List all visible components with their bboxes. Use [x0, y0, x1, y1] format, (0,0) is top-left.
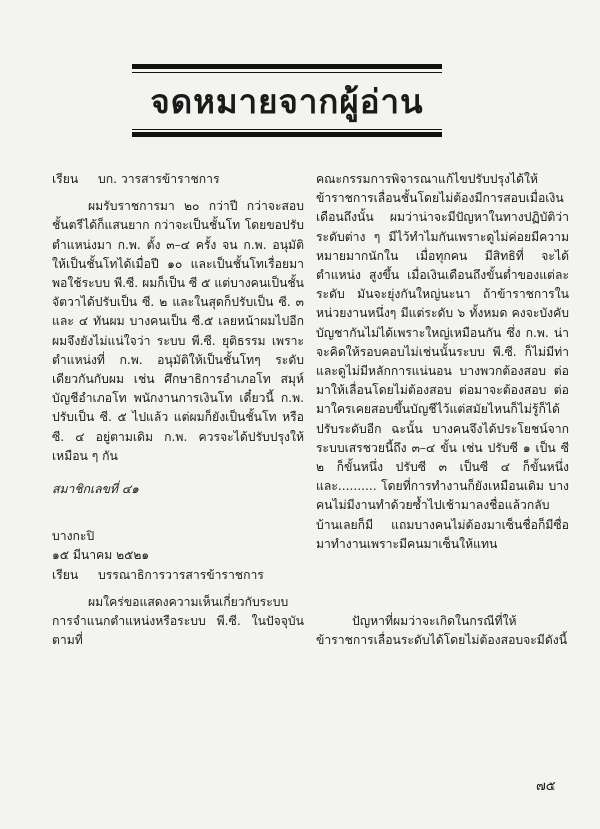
- salutation-recipient: บก. วารสารข้าราชการ: [98, 172, 220, 186]
- left-column: [52, 170, 304, 650]
- letter2-place: บางกะปิ: [52, 529, 95, 544]
- letter2-body-continued: คณะกรรมการพิจารณาแก้ไขปรับปรุงได้ให้ข้าราชการเลื่อนชั้นโดยไม่ต้องมีการสอบเมื่อเงินเดือนถึงนั้น ผมว่าน่าจะมีปัญหาในทางปฏิบัติว่าระดับต่าง ๆ มีไว้ทำไมกันเพราะดูไม่ค่อยมีความหมายมากนักใน เมื่อทุกคน มีสิทธิที่ จะได้ตำแหน่ง สูงขึ้น เมื่อเงินเดือนถึงขั้นต่ำของแต่ละระดับ มันจะยุ่งกันใหญ่นะนา ถ้าข้าราชการในหน่วยงานหนึ่งๆ มีแต่ระดับ ๖ ทั้งหมด คงจะบังคับบัญชากันไม่ได้เพราะใหญ่เหมือนกัน ซึ่ง ก.พ. น่าจะคิดให้รอบคอบไม่เช่นนั้นระบบ พี.ซี. ก็ไม่มีท่าและดูไม่มีหลักการแน่นอน บางพวกต้องสอบ ต่อมาให้เลื่อนโดยไม่ต้องสอบ ต่อมาจะต้องสอบ ต่อมาใครเคยสอบขึ้นบัญชีไว้แต่สมัยไหนก็ไม่รู้ก็ได้ปรับระดับอีก ฉะนั้น บางคนจึงได้ประโยชน์จากระบบเสรชวยนี้ถึง ๓–๔ ขั้น เช่น ปรับซี ๑ เป็น ซี ๒ ก็ขั้นหนึ่ง ปรับซี ๓ เป็นซี ๔ ก็ขั้นหนึ่ง และ.......... โดยที่การทำงานก็ยังเหมือนเดิม บางคนไม่มีงานทำด้วยซ้ำไปเช้ามาลงชื่อแล้วกลับบ้านเลยก็มี แถมบางคนไม่ต้องมาเซ็นชื่อก็มีซื่อมาทำงานเพราะมีคนมาเซ็นให้แทน: [316, 172, 569, 551]
- letter2-final-paragraph: ปัญหาที่ผมว่าจะเกิดในกรณีที่ให้ข้าราชการเลื่อนระดับได้โดยไม่ต้องสอบจะมีดังนี้: [316, 614, 568, 648]
- right-column: [316, 170, 569, 650]
- salutation-label: เรียน: [52, 172, 79, 186]
- letter1-salutation: [52, 170, 304, 189]
- page-heading: จดหมายจากผู้อ่าน: [150, 82, 424, 121]
- salutation-recipient: บรรณาธิการวารสารข้าราชการ: [98, 567, 264, 582]
- letter2-body-start: ผมใคร่ขอแสดงความเห็นเกี่ยวกับระบบการจำแนกตำแหน่งหรือระบบ พี.ซี. ในปัจจุบันตามที่: [52, 594, 304, 648]
- header-rule-bottom-thick: [132, 132, 442, 137]
- letter2-salutation: [52, 566, 304, 585]
- salutation-label: เรียน: [52, 567, 79, 582]
- letter1-signature: สมาชิกเลขที่ ๔๑: [52, 482, 139, 497]
- letter2-date: ๑๕ มีนาคม ๒๕๒๑: [52, 548, 150, 563]
- letter1-body: ผมรับราชการมา ๒๐ กว่าปี กว่าจะสอบชั้นตรีได้ก็แสนยาก กว่าจะเป็นชั้นโท โดยขอปรับตำแหน่งมา ก.พ. ตั้ง ๓–๔ ครั้ง จน ก.พ. อนุมัติให้เป็นชั้นโทได้เมื่อปี ๑๐ และเป็นชั้นโทเรื่อยมา พอใช้ระบบ พี.ซี. ผมก็เป็น ซี ๕ แต่บางคนเป็นชั้นจัตวาได้ปรับเป็น ซี. ๒ และในสุดก็ปรับเป็น ซี. ๓ และ ๔ ทันผม บางคนเป็น ซี.๕ เลยหน้าผมไปอีก ผมจึงยังไม่แน่ใจว่า ระบบ พี.ซี. ยุติธรรม เพราะตำแหน่งที่ ก.พ. อนุมัติให้เป็นชั้นโทๆ ระดับเดียวกันกับผม เช่น ศึกษาธิการอำเภอโท สมุห์บัญชีอำเภอโท พนักงานการเงินโท เดี๋ยวนี้ ก.พ. ปรับเป็น ซี. ๕ ไปแล้ว แต่ผมก็ยังเป็นชั้นโท หรือ ซี. ๔ อยู่ตามเดิม ก.พ. ควรจะได้ปรับปรุงให้เหมือน ๆ กัน: [52, 199, 304, 463]
- header-rule-bottom-thin: [132, 129, 442, 130]
- header-rule-top-thick: [132, 64, 442, 69]
- page-number: ๗๕: [536, 779, 556, 794]
- header-rule-top-thin: [132, 72, 442, 73]
